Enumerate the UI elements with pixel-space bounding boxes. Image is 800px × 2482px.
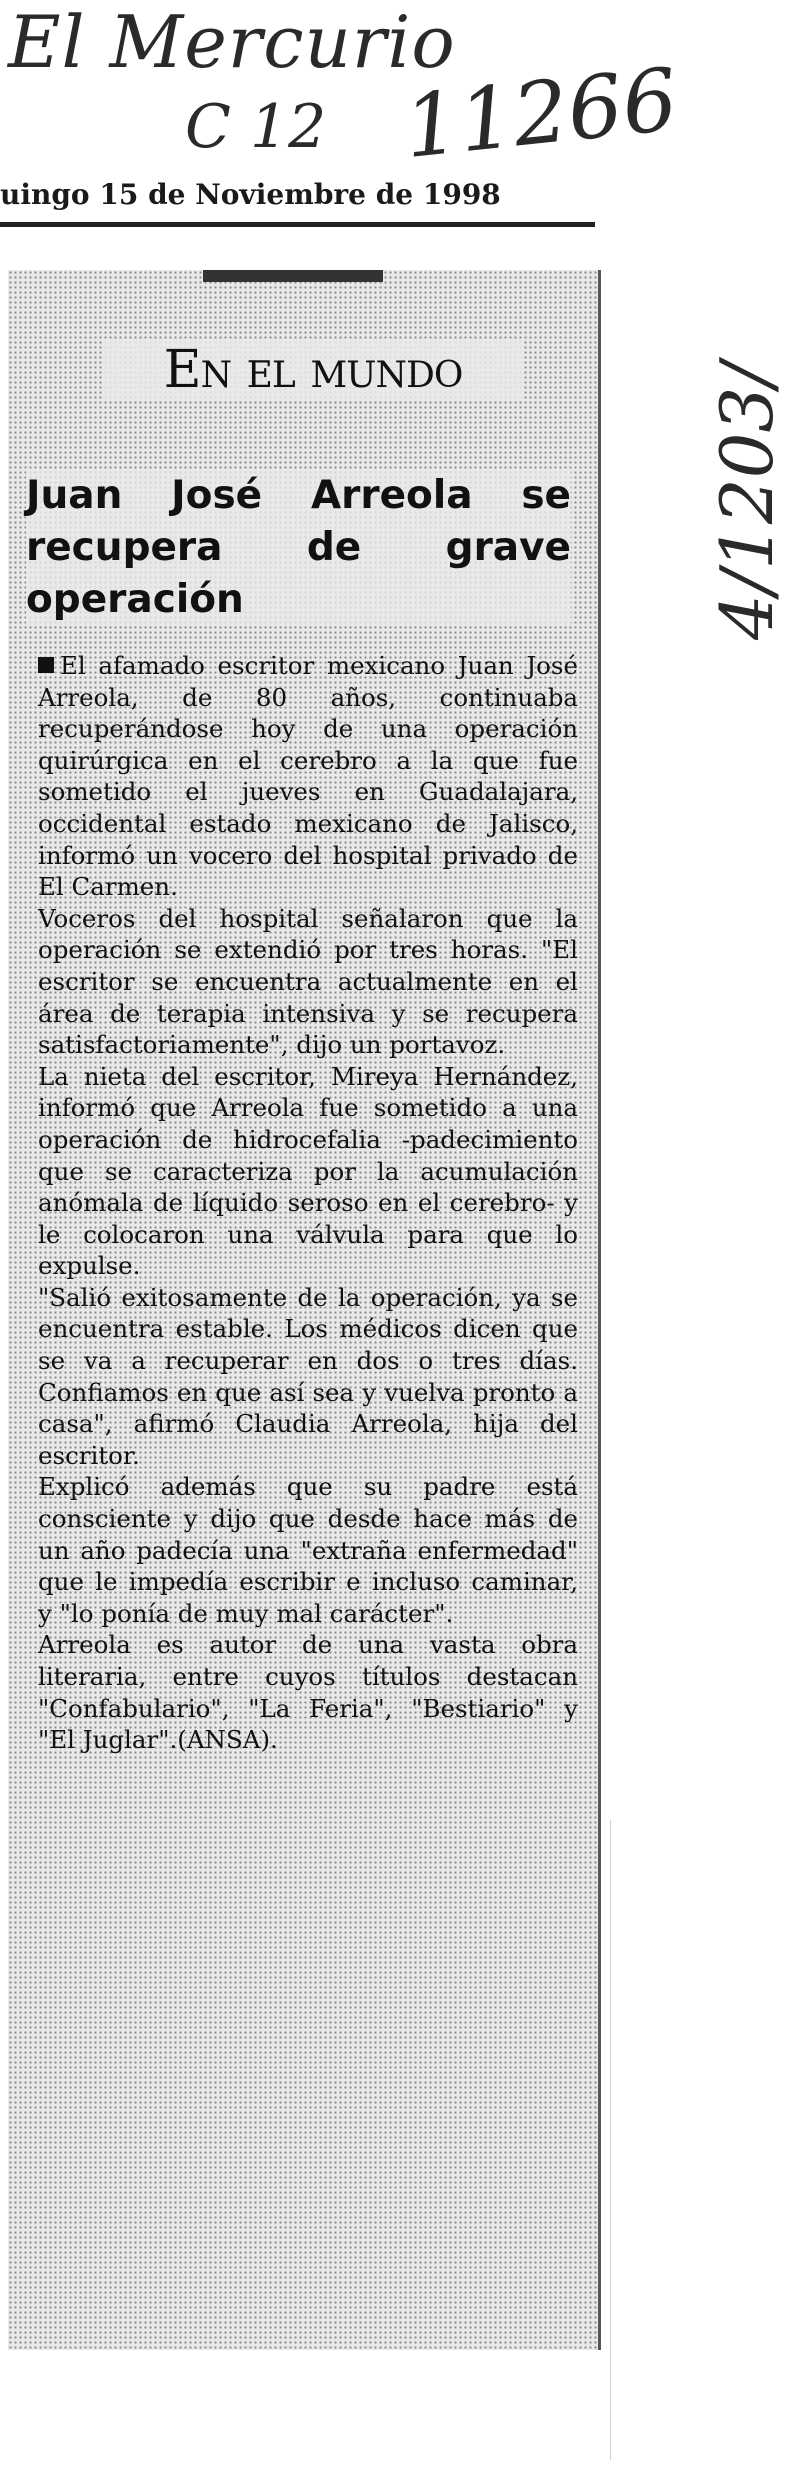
article-paragraph: La nieta del escritor, Mireya Hernández, informó que Arreola fue sometido a una operación de hidrocefalia -padecimiento que se caracteriza por la acumulación anómala de líquido seroso en el cerebro- y le colocaron una válvula para que lo expulse. bbox=[38, 1061, 578, 1281]
dateline: uingo 15 de Noviembre de 1998 bbox=[0, 178, 501, 211]
article-headline: Juan José Arreola se recupera de grave operación bbox=[26, 470, 571, 626]
article-paragraph: Arreola es autor de una vasta obra literaria, entre cuyos títulos destacan "Confabulario", "La Feria", "Bestiario" y "El Juglar".(ANSA). bbox=[38, 1630, 578, 1755]
handwritten-number: 11266 bbox=[399, 49, 683, 178]
dateline-rule bbox=[0, 222, 595, 227]
article-paragraph: El afamado escritor mexicano Juan José Arreola, de 80 años, continuaba recuperándose hoy de una operación quirúrgica en el cerebro a la que fue sometido el jueves en Guadalajara, occidental estado mexicano de Jalisco, informó un vocero del hospital privado de El Carmen. bbox=[38, 651, 578, 902]
handwritten-code: C 12 bbox=[185, 92, 327, 162]
article-body bbox=[38, 650, 578, 1756]
article-paragraph: Voceros del hospital señalaron que la operación se extendió por tres horas. "El escritor se encuentra actualmente en el área de terapia intensiva y se recupera satisfactoriamente", dijo un portavoz. bbox=[38, 903, 578, 1060]
handwritten-side-number: 4/1203/ bbox=[705, 362, 789, 640]
article-paragraph: "Salió exitosamente de la operación, ya se encuentra estable. Los médicos dicen que se va a recuperar en dos o tres días. Confiamos en que así sea y vuelva pronto a casa", afirmó Claudia Arreola, hija del escritor. bbox=[38, 1282, 578, 1470]
section-heading: En el mundo bbox=[103, 340, 523, 400]
section-bar bbox=[203, 270, 383, 282]
newspaper-clipping bbox=[8, 270, 601, 2350]
scan-edge-line bbox=[610, 1820, 611, 2460]
article-paragraph: Explicó además que su padre está consciente y dijo que desde hace más de un año padecía una "extraña enfermedad" que le impedía escribir e incluso caminar, y "lo ponía de muy mal carácter". bbox=[38, 1472, 578, 1628]
handwritten-masthead: El Mercurio bbox=[8, 0, 456, 84]
bullet-square-icon bbox=[38, 657, 54, 673]
